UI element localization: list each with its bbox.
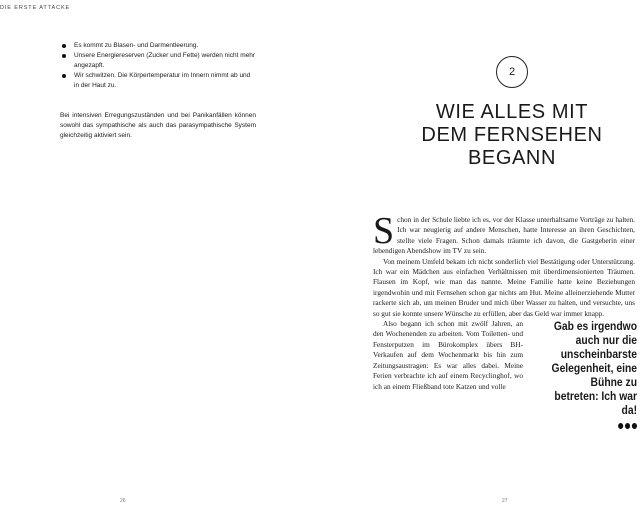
- chapter-number: [496, 56, 528, 88]
- list-item: Es kommt zu Blasen- und Darmentleerung.: [60, 41, 256, 51]
- list-item: Unsere Energiereserven (Zucker und Fette) werden nicht mehr angezapft.: [60, 51, 256, 71]
- ellipsis-dots-icon: [546, 423, 637, 429]
- page-number: 26: [120, 498, 126, 504]
- pull-quote-text: Gab es irgendwo auch nur die unscheinbarste Gelegenheit, eine Bühne zu betreten: Ich war da!: [551, 319, 637, 418]
- drop-cap: S: [373, 210, 395, 252]
- body-paragraph: [373, 210, 635, 257]
- page-number: 27: [502, 498, 508, 504]
- body-paragraph: Von meinem Umfeld bekam ich nicht sonderlich viel Bestätigung oder Unterstützung. Ich war ein Mädchen aus einfachen Verhältnissen mit überdimensionierten Träumen. Flausen im Kopf, wie man das nannte. Meine Familie hatte keine Beziehungen irgendwohin und mit Fernsehen schon gar nichts am Hut. Meine alleinerziehende Mutter rackerte sich ab, um meinen Bruder und mich über Wasser zu halten, und versuchte, uns so gut sie konnte unsere Wünsche zu erfüllen, aber das Geld war immer knapp.: [373, 256, 635, 318]
- chapter-title-line: BEGANN: [467, 147, 557, 169]
- right-page: [321, 0, 643, 514]
- running-head: DIE ERSTE ATTACKE: [0, 5, 71, 11]
- bullet-list: [60, 41, 256, 91]
- chapter-title: [392, 101, 632, 170]
- list-item: Wir schwitzen. Die Körpertemperatur im Innern nimmt ab und in der Haut zu.: [60, 71, 256, 91]
- chapter-number-label: 2: [508, 66, 516, 78]
- chapter-title-line: DEM FERNSEHEN: [421, 124, 603, 146]
- paragraph-text: chon in der Schule liebte ich es, vor der Klasse unterhaltsame Vorträge zu halten. Ich war neugierig auf andere Menschen, hatte Interesse an ihren Geschichten, stellte viele Fragen. Schon damals träumte ich davon, die Gastgeberin einer lebendigen Abendshow im TV zu sein.: [373, 215, 635, 256]
- body-paragraph: Also begann ich schon mit zwölf Jahren, an den Wochenenden zu arbeiten. Vom Toiletten- und Fensterputzen im Bürokomplex übers BH-Verkaufen auf dem Wochenmarkt bis hin zum Zeitungsaustragen: Es war alles dabei. Meine Ferien verbrachte ich auf einem Recyclinghof, wo ich an einem Fließband tote Katzen und volle: [373, 319, 523, 391]
- pull-quote: [546, 319, 637, 429]
- body-paragraph: Bei intensiven Erregungszuständen und bei Panikanfällen können sowohl das sympathische als auch das parasympathische System gleichzeitig aktiviert sein.: [60, 111, 256, 139]
- chapter-title-line: WIE ALLES MIT: [435, 101, 589, 123]
- body-text: [373, 210, 637, 429]
- left-page: [0, 0, 321, 514]
